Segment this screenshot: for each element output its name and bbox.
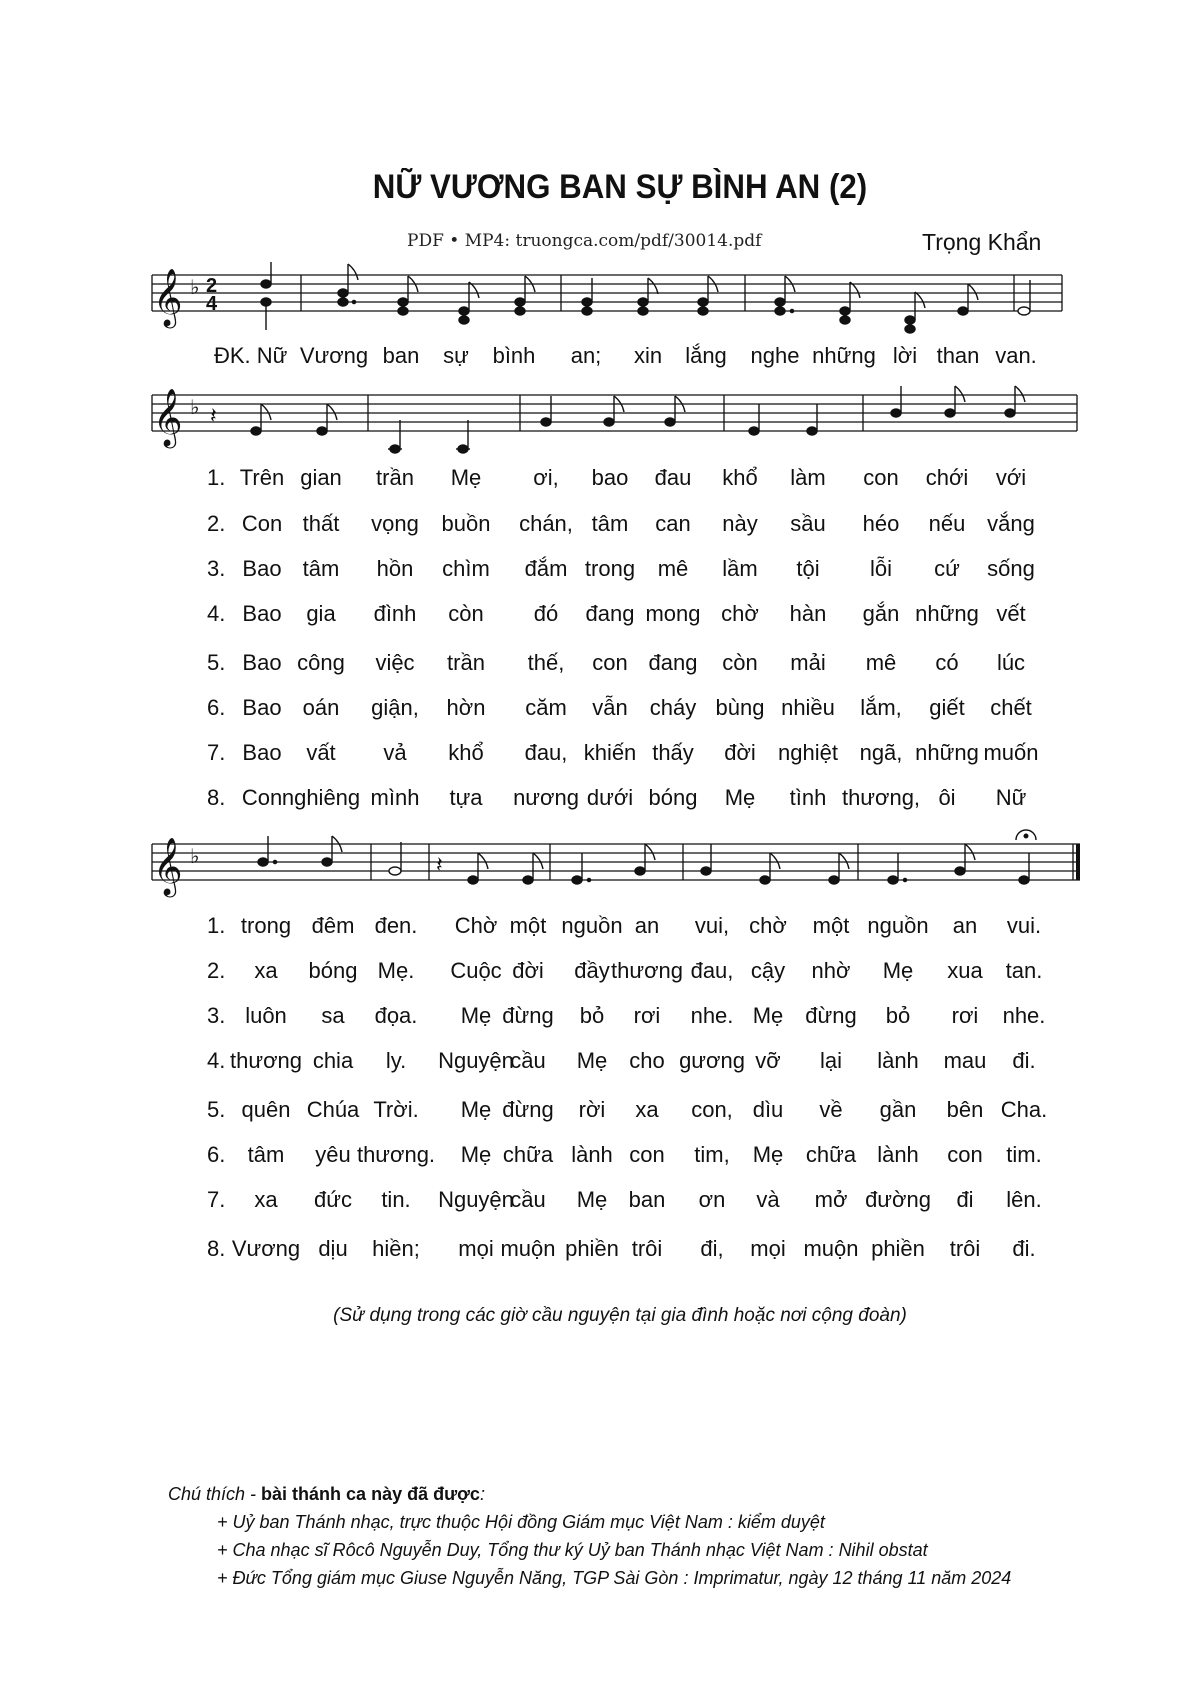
lyric-syllable: an; [570,343,602,368]
lyric-syllable: Mẹ [460,1003,492,1028]
note [888,853,907,884]
lyric-syllable: oán [302,695,340,720]
lyric-syllable: Bao [242,601,282,626]
verse-number: 6. [207,695,226,720]
lyric-syllable: nguồn [867,913,929,938]
verse-number: 7. [207,740,226,765]
lyric-syllable: với [995,465,1027,490]
lyric-syllable: đình [373,601,417,626]
flat-icon: ♭ [190,275,200,299]
lyric-syllable: chữa [805,1142,857,1167]
lyric-syllable: tâm [247,1142,285,1167]
lyric-syllable: lời [892,343,918,368]
lyric-syllable: ly. [385,1048,407,1073]
lyric-syllable: lầm [722,556,758,581]
lyric-syllable: hàn [789,601,827,626]
lyric-syllable: xin [633,343,663,368]
lyric-syllable: dưới [586,785,634,810]
lyric-syllable: sầu [790,511,826,536]
lyric-syllable: bên [946,1097,984,1122]
lyric-syllable: bóng [308,958,358,983]
lyric-syllable: Mẹ [752,1003,784,1028]
verse-line [0,1236,1200,1266]
time-sig-top: 2 [206,275,218,297]
lyric-syllable: đừng [502,1097,554,1122]
lyric-syllable: thương [230,1048,302,1073]
verse-number: 2. [207,511,226,536]
lyric-syllable: khổ [448,740,484,765]
lyric-syllable: mau [943,1048,987,1073]
lyric-syllable: chết [990,695,1032,720]
lyric-syllable: vết [996,601,1026,626]
lyric-syllable: vỡ [755,1048,781,1073]
verse-number: 5. [207,650,226,675]
verse-number: 8. [207,1236,226,1261]
lyric-syllable: chờ [721,601,759,626]
lyric-syllable: còn [722,650,758,675]
lyric-syllable: đen. [374,913,418,938]
footnote-item: + Uỷ ban Thánh nhạc, trực thuộc Hội đồng Giám mục Việt Nam : kiểm duyệt [217,1512,825,1532]
verse-line [0,1048,1200,1078]
lyric-syllable: gương [679,1048,745,1073]
lyric-syllable: đau [654,465,692,490]
lyric-syllable: phiền [565,1236,619,1261]
lyric-syllable: hờn [446,695,486,720]
lyric-syllable: tội [796,556,820,581]
lyric-syllable: nhe. [1002,1003,1046,1028]
lyric-syllable: thương [611,958,683,983]
composer: Trọng Khẩn [922,229,1042,255]
lyric-syllable: thất [302,511,340,536]
lyric-syllable: thế, [527,650,565,675]
lyric-syllable: ơn [698,1187,726,1212]
lyric-syllable: những [915,601,979,626]
lyric-syllable: vả [383,740,407,765]
lyric-syllable: Mẹ [450,465,482,490]
lyric-syllable: chia [312,1048,354,1073]
lyric-syllable: lên. [1006,1187,1042,1212]
lyric-syllable: lành [877,1048,919,1073]
lyric-syllable: chờ [749,913,787,938]
lyric-syllable: luôn [245,1003,287,1028]
fermata-icon [1016,830,1036,840]
lyric-syllable: lành [877,1142,919,1167]
lyric-syllable: mọi [458,1236,494,1261]
lyric-syllable: trần [447,650,485,675]
lyric-syllable: đức [314,1187,352,1212]
lyric-syllable: Nữ [995,785,1027,810]
lyric-syllable: nghe [750,343,800,368]
treble-clef-icon: 𝄞 [153,268,183,326]
lyric-syllable: về [819,1097,843,1122]
lyric-syllable: ban [628,1187,666,1212]
lyric-syllable: an [952,913,978,938]
verse-number: 3. [207,1003,226,1028]
lyric-syllable: đi [956,1187,974,1212]
lyric-syllable: đêm [311,913,355,938]
lyric-syllable: những [915,740,979,765]
lyric-syllable: Mẹ [882,958,914,983]
lyric-syllable: mê [657,556,689,581]
lyric-syllable: thương. [356,1142,436,1167]
lyric-syllable: đắm [524,556,568,581]
lyric-syllable: nhiều [781,695,835,720]
lyric-syllable: vất [306,740,336,765]
lyric-syllable: hồn [376,556,414,581]
lyric-syllable: con [592,650,628,675]
lyric-syllable: bùng [715,695,765,720]
lyric-syllable: mình [370,785,420,810]
lyric-syllable: gắn [862,601,900,626]
lyric-syllable: Mẹ [460,1142,492,1167]
lyric-syllable: nghiệt [778,740,838,765]
footnotes [168,1480,1011,1592]
lyric-syllable: vui. [1006,913,1042,938]
lyric-syllable: nếu [928,511,966,536]
lyric-syllable: trôi [949,1236,981,1261]
lyric-syllable: sa [321,1003,345,1028]
lyric-syllable: xa [254,1187,278,1212]
lyric-syllable: bỏ [885,1003,911,1028]
lyric-syllable: dìu [752,1097,784,1122]
lyric-syllable: lúc [996,650,1026,675]
lyric-syllable: chán, [519,511,573,536]
lyric-syllable: mải [790,650,826,675]
lyric-syllable: khiến [583,740,637,765]
lyric-syllable: Mẹ [460,1097,492,1122]
lyric-syllable: tình [789,785,827,810]
lyric-syllable: lỗi [869,556,893,581]
lyric-syllable: cầu [510,1048,546,1073]
verse-line [0,913,1200,943]
verse-line [0,1187,1200,1217]
lyric-syllable: đang [585,601,635,626]
footnote-lead: Chú thích - bài thánh ca này đã được: [168,1484,485,1504]
lyric-syllable: bình [492,343,536,368]
lyric-syllable: Cuộc [450,958,502,983]
lyric-syllable: thấy [652,740,694,765]
lyric-syllable: chới [925,465,969,490]
lyric-syllable: ơi, [533,465,559,490]
lyric-syllable: căm [525,695,567,720]
lyric-syllable: cậy [750,958,786,983]
lyric-syllable: tan. [1005,958,1043,983]
lyric-syllable: tim. [1006,1142,1042,1167]
lyric-syllable: con [947,1142,983,1167]
lyric-syllable: Bao [242,556,282,581]
lyric-syllable: Bao [242,695,282,720]
lyric-syllable: yêu [315,1142,351,1167]
lyric-syllable: gần [879,1097,917,1122]
verse-line [0,1003,1200,1033]
lyric-syllable: Mẹ [724,785,756,810]
footnote-item: + Đức Tổng giám mục Giuse Nguyễn Năng, TGP Sài Gòn : Imprimatur, ngày 12 tháng 11 năm 2024 [217,1568,1012,1588]
lyric-syllable: Chờ [454,913,498,938]
lyric-syllable: một [812,913,850,938]
lyric-syllable: ĐK. [214,343,251,368]
verse-line [0,1142,1200,1172]
lyric-syllable: đừng [502,1003,554,1028]
lyric-syllable: vẫn [592,695,628,720]
lyric-syllable: xa [254,958,278,983]
lyric-syllable: sống [987,556,1035,581]
lyric-syllable: chữa [502,1142,554,1167]
lyric-syllable: con [629,1142,665,1167]
lyric-syllable: việc [375,650,415,675]
song-title: NỮ VƯƠNG BAN SỰ BÌNH AN (2) [372,168,868,206]
lyric-syllable: mọi [750,1236,786,1261]
treble-clef-icon: 𝄞 [153,837,183,895]
lyric-syllable: công [297,650,345,675]
lyric-syllable: chìm [442,556,490,581]
lyric-syllable: trần [376,465,414,490]
lyric-syllable: đường [865,1187,931,1212]
note [572,853,591,884]
lyric-syllable: vọng [371,511,419,536]
verse-number: 4. [207,601,226,626]
lyric-syllable: đừng [805,1003,857,1028]
rest-icon: 𝄽 [210,404,217,429]
lyric-syllable: giết [929,695,965,720]
lyric-syllable: cháy [649,695,697,720]
rest-icon: 𝄽 [436,853,443,878]
lyric-syllable: an [634,913,660,938]
lyric-syllable: Con [241,785,283,810]
lyric-syllable: có [935,650,959,675]
lyric-syllable: Nữ [256,343,288,368]
lyric-syllable: vắng [987,511,1035,536]
lyric-syllable: giận, [371,695,419,720]
lyric-syllable: trôi [631,1236,663,1261]
lyric-syllable: rơi [951,1003,979,1028]
lyric-syllable: dịu [318,1236,348,1261]
lyric-syllable: than [936,343,980,368]
lyric-syllable: bao [591,465,629,490]
lyric-syllable: trong [240,913,292,938]
lyric-syllable: đi, [700,1236,724,1261]
lyric-syllable: van. [995,343,1037,368]
lyric-syllable: hiền; [372,1236,420,1261]
verse-number: 1. [207,465,226,490]
lyric-syllable: tâm [302,556,340,581]
lyric-syllable: ngã, [859,740,903,765]
lyric-syllable: bỏ [579,1003,605,1028]
lyric-syllable: lành [571,1142,613,1167]
lyric-syllable: sự [443,343,469,368]
lyric-syllable: Nguyện [438,1187,514,1212]
lyric-syllable: Mẹ [752,1142,784,1167]
lyric-syllable: Nguyện [438,1048,514,1073]
lyric-syllable: mong [645,601,701,626]
lyric-syllable: đọa. [374,1003,418,1028]
lyric-syllable: tâm [591,511,629,536]
lyric-syllable: bóng [648,785,698,810]
lyric-syllable: phiền [871,1236,925,1261]
lyric-syllable: can [655,511,691,536]
lyric-syllable: rơi [633,1003,661,1028]
footnote-item: + Cha nhạc sĩ Rôcô Nguyễn Duy, Tổng thư ký Uỷ ban Thánh nhạc Việt Nam : Nihil obstat [217,1540,928,1560]
lyric-syllable: xa [635,1097,659,1122]
lyric-syllable: nhờ [811,958,851,983]
verse-line [0,1097,1200,1127]
lyric-syllable: một [509,913,547,938]
lyric-syllable: đau, [524,740,568,765]
lyric-syllable: cầu [510,1187,546,1212]
lyric-syllable: mở [814,1187,848,1212]
lyric-syllable: đời [512,958,544,983]
lyric-syllable: cứ [934,556,960,581]
source-reference: PDF • MP4: truongca.com/pdf/30014.pdf [407,231,762,251]
lyric-syllable: Cha. [1000,1097,1048,1122]
lyric-syllable: muộn [500,1236,556,1261]
lyric-syllable: đau, [690,958,734,983]
lyric-syllable: những [812,343,876,368]
lyric-syllable: Vương [299,343,369,368]
lyric-syllable: thương, [841,785,921,810]
lyric-syllable: lắng [685,343,727,368]
lyric-syllable: héo [862,511,900,536]
lyric-syllable: lại [819,1048,843,1073]
lyric-syllable: trong [584,556,636,581]
time-sig-bottom: 4 [206,293,218,315]
lyric-syllable: con [863,465,899,490]
lyric-syllable: Mẹ [576,1187,608,1212]
lyric-syllable: nương [513,785,579,810]
verse-number: 4. [207,1048,226,1073]
note [701,844,711,875]
flat-icon: ♭ [190,395,200,419]
usage-note: (Sử dụng trong các giờ cầu nguyện tại gia đình hoặc nơi cộng đoàn) [333,1305,907,1326]
lyric-syllable: khổ [722,465,758,490]
lyric-syllable: muốn [983,740,1039,765]
lyric-syllable: còn [448,601,484,626]
verse-number: 8. [207,785,226,810]
lyric-syllable: lắm, [860,695,902,720]
lyric-syllable: ôi [938,785,956,810]
lyric-syllable: tin. [381,1187,411,1212]
lyric-syllable: ban [382,343,420,368]
lyric-syllable: Mẹ. [377,958,415,983]
verse-line [0,958,1200,988]
lyric-syllable: muộn [803,1236,859,1261]
lyric-syllable: làm [790,465,826,490]
lyric-syllable: cho [629,1048,665,1073]
lyric-syllable: vui, [694,913,730,938]
lyric-syllable: và [756,1187,780,1212]
lyric-syllable: Bao [242,740,282,765]
verse-number: 3. [207,556,226,581]
half-note [389,842,401,875]
lyric-syllable: này [722,511,758,536]
lyric-syllable: đời [724,740,756,765]
lyric-syllable: rời [578,1097,606,1122]
lyric-syllable: đang [648,650,698,675]
lyric-syllable: đầy [574,958,610,983]
lyric-syllable: Trời. [373,1097,419,1122]
lyric-syllable: Mẹ [576,1048,608,1073]
lyric-syllable: xua [947,958,983,983]
lyric-syllable: gian [300,465,342,490]
lyric-syllable: tim, [694,1142,730,1167]
verse-number: 7. [207,1187,226,1212]
lyric-syllable: tựa [449,785,483,810]
lyric-syllable: nghiêng [281,785,361,810]
lyric-syllable: nhe. [690,1003,734,1028]
lyric-syllable: buồn [441,511,491,536]
lyric-syllable: Vương [231,1236,301,1261]
treble-clef-icon: 𝄞 [153,388,183,446]
lyric-syllable: quên [241,1097,291,1122]
lyric-syllable: Bao [242,650,282,675]
note [1019,853,1029,884]
lyric-syllable: nguồn [561,913,623,938]
lyric-syllable: gia [306,601,336,626]
lyric-syllable: con, [691,1097,733,1122]
lyric-syllable: Chúa [306,1097,360,1122]
lyric-syllable: Con [241,511,283,536]
flat-icon: ♭ [190,844,200,868]
verse-number: 6. [207,1142,226,1167]
verse-number: 2. [207,958,226,983]
note [258,836,277,866]
lyric-syllable: Trên [239,465,285,490]
lyric-syllable: đó [533,601,559,626]
lyric-syllable: đi. [1012,1236,1036,1261]
lyric-syllable: mê [865,650,897,675]
verse-number: 1. [207,913,226,938]
lyric-syllable: đi. [1012,1048,1036,1073]
verse-number: 5. [207,1097,226,1122]
